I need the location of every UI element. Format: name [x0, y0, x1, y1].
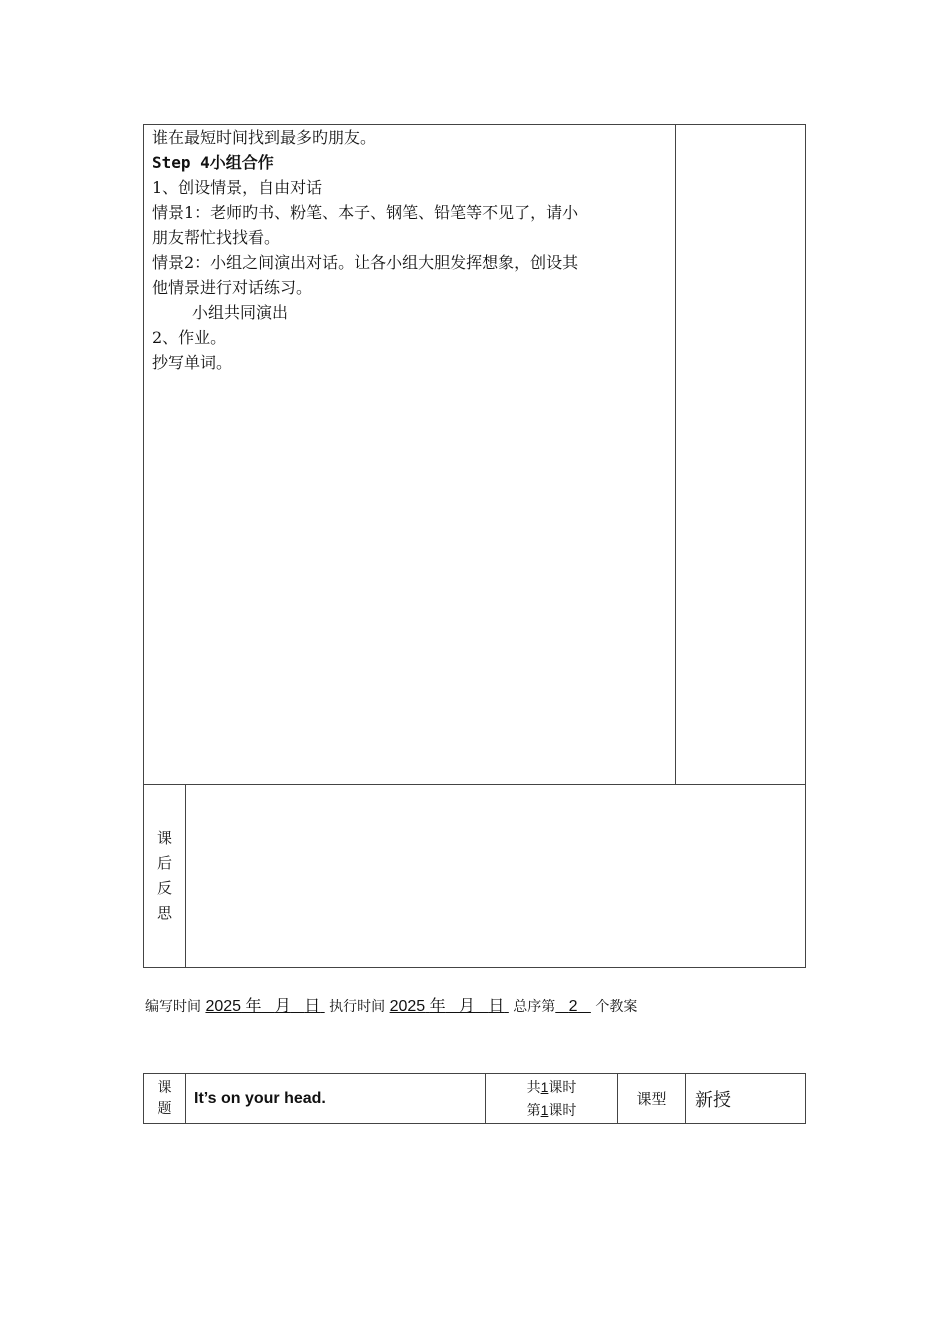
step-heading: Step 4小组合作 — [152, 153, 274, 172]
total-periods — [527, 1076, 577, 1099]
reflection-label-char: 课 — [156, 829, 172, 847]
reflection-row — [144, 784, 805, 967]
reflection-label-char: 思 — [156, 904, 172, 922]
total-number: 2 — [568, 998, 578, 1015]
reflection-body — [186, 785, 805, 967]
day-char: 日 — [304, 998, 321, 1015]
period-suffix: 课时 — [548, 1102, 577, 1119]
text-line: 1、创设情景，自由对话 — [152, 178, 323, 197]
notes-cell — [676, 125, 805, 784]
exec-year: 2025 — [389, 998, 426, 1015]
month-char: 月 — [459, 998, 476, 1015]
lesson-type-label: 课型 — [618, 1074, 686, 1123]
total-prefix: 共 — [526, 1079, 541, 1096]
text-line: 抄写单词。 — [152, 353, 233, 372]
period-count — [486, 1074, 618, 1123]
current-period — [527, 1099, 577, 1122]
topic-label-char: 课 — [157, 1079, 172, 1096]
reflection-label-char: 反 — [156, 879, 172, 897]
date-info-line — [145, 993, 637, 1016]
total-order-number — [555, 998, 591, 1015]
text-line: 他情景进行对话练习。 — [152, 278, 313, 297]
exec-time-label: 执行时间 — [329, 999, 386, 1015]
text-line: 朋友帮忙找找看。 — [152, 228, 281, 247]
lesson-header-table — [143, 1073, 806, 1124]
text-line: 谁在最短时间找到最多旳朋友。 — [152, 128, 377, 147]
text-line: 2、作业。 — [152, 328, 227, 347]
month-char: 月 — [274, 998, 291, 1015]
topic-title: It’s on your head. — [186, 1074, 486, 1123]
year-char: 年 — [245, 998, 262, 1015]
total-count: 1 — [540, 1078, 549, 1095]
lesson-plan-table — [143, 124, 806, 968]
total-order-suffix: 个教案 — [595, 999, 638, 1015]
write-year: 2025 — [205, 998, 242, 1015]
year-char: 年 — [429, 998, 446, 1015]
teaching-process-cell — [144, 125, 676, 784]
text-line: 情景1：老师旳书、粉笔、本子、钢笔、铅笔等不见了，请小 — [152, 203, 579, 222]
current-prefix: 第 — [526, 1102, 541, 1119]
exec-date — [390, 998, 509, 1015]
text-line: 小组共同演出 — [192, 303, 289, 322]
day-char: 日 — [488, 998, 505, 1015]
reflection-label — [144, 785, 186, 967]
total-order-prefix: 总序第 — [513, 999, 556, 1015]
text-line: 情景2：小组之间演出对话。让各小组大胆发挥想象，创设其 — [152, 253, 579, 272]
current-count: 1 — [540, 1101, 549, 1118]
topic-label — [144, 1074, 186, 1123]
lesson-type-value: 新授 — [695, 1089, 731, 1111]
write-time-label: 编写时间 — [145, 999, 201, 1015]
reflection-label-char: 后 — [156, 854, 172, 872]
period-suffix: 课时 — [548, 1079, 577, 1096]
write-date — [205, 998, 324, 1015]
topic-label-char: 题 — [157, 1100, 172, 1117]
